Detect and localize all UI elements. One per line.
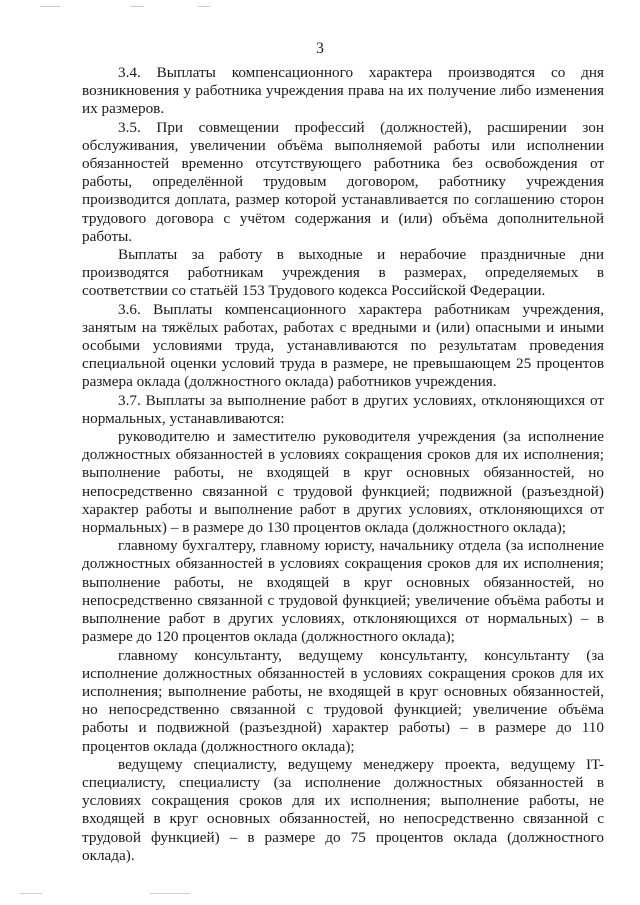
list-item-director: руководителю и заместителю руководителя учреждения (за исполнение должностных обязанностей в условиях сокращения сроков для их исполнения; выполнение работы, не входящей в круг основных обязанностей, но непосредственно связанной с трудовой функцией; подвижной (разъездной) характер работы и выполнение работ в других условиях, отклоняющихся от нормальных) – в размере до 130 процентов оклада (должностного оклада);	[82, 428, 604, 537]
paragraph-3-7: 3.7. Выплаты за выполнение работ в других условиях, отклоняющихся от нормальных, устанавливаются:	[82, 391, 604, 427]
scan-artifact-bottom	[0, 893, 640, 897]
list-item-chief-accountant: главному бухгалтеру, главному юристу, начальнику отдела (за исполнение должностных обязанностей в условиях сокращения сроков для их исполнения; выполнение работы, не входящей в круг основных обязанностей, но непосредственно связанной с трудовой функцией; увеличение объёма работы и выполнение работ в других условиях, отклоняющихся от нормальных) – в размере до 120 процентов оклада (должностного оклада);	[82, 537, 604, 646]
page-number: 3	[316, 40, 324, 57]
list-item-lead-specialist: ведущему специалисту, ведущему менеджеру проекта, ведущему IT-специалисту, специалисту (за исполнение должностных обязанностей в условиях сокращения сроков для их исполнения; выполнение работы, не входящей в круг основных обязанностей, но непосредственно связанной с трудовой функцией) – в размере до 75 процентов оклада (должностного оклада).	[82, 755, 604, 864]
paragraph-3-5: 3.5. При совмещении профессий (должностей), расширении зон обслуживания, увеличении объёма выполняемой работы или исполнении обязанностей временно отсутствующего работника без освобождения от работы, определённой трудовым договором, работнику учреждения производится доплата, размер которой устанавливается по соглашению сторон трудового договора с учётом содержания и (или) объёма дополнительной работы.	[82, 118, 604, 245]
paragraph-holiday-pay: Выплаты за работу в выходные и нерабочие праздничные дни производятся работникам учреждения в размерах, определяемых в соответствии со статьёй 153 Трудового кодекса Российской Федерации.	[82, 246, 604, 300]
paragraph-3-4: 3.4. Выплаты компенсационного характера производятся со дня возникновения у работника учреждения права на их получение либо изменения их размеров.	[82, 64, 604, 118]
scan-artifact-top	[0, 6, 640, 10]
document-body	[82, 64, 604, 865]
paragraph-3-6: 3.6. Выплаты компенсационного характера работникам учреждения, занятым на тяжёлых работах, работах с вредными и (или) опасными и иными особыми условиями труда, устанавливаются по результатам проведения специальной оценки условий труда в размере, не превышающем 25 процентов размера оклада (должностного оклада) работников учреждения.	[82, 300, 604, 391]
list-item-chief-consultant: главному консультанту, ведущему консультанту, консультанту (за исполнение должностных обязанностей в условиях сокращения сроков для их исполнения; выполнение работы, не входящей в круг основных обязанностей, но непосредственно связанной с трудовой функцией; увеличение объёма работы и подвижной (разъездной) характер работы) – в размере до 110 процентов оклада (должностного оклада);	[82, 646, 604, 755]
